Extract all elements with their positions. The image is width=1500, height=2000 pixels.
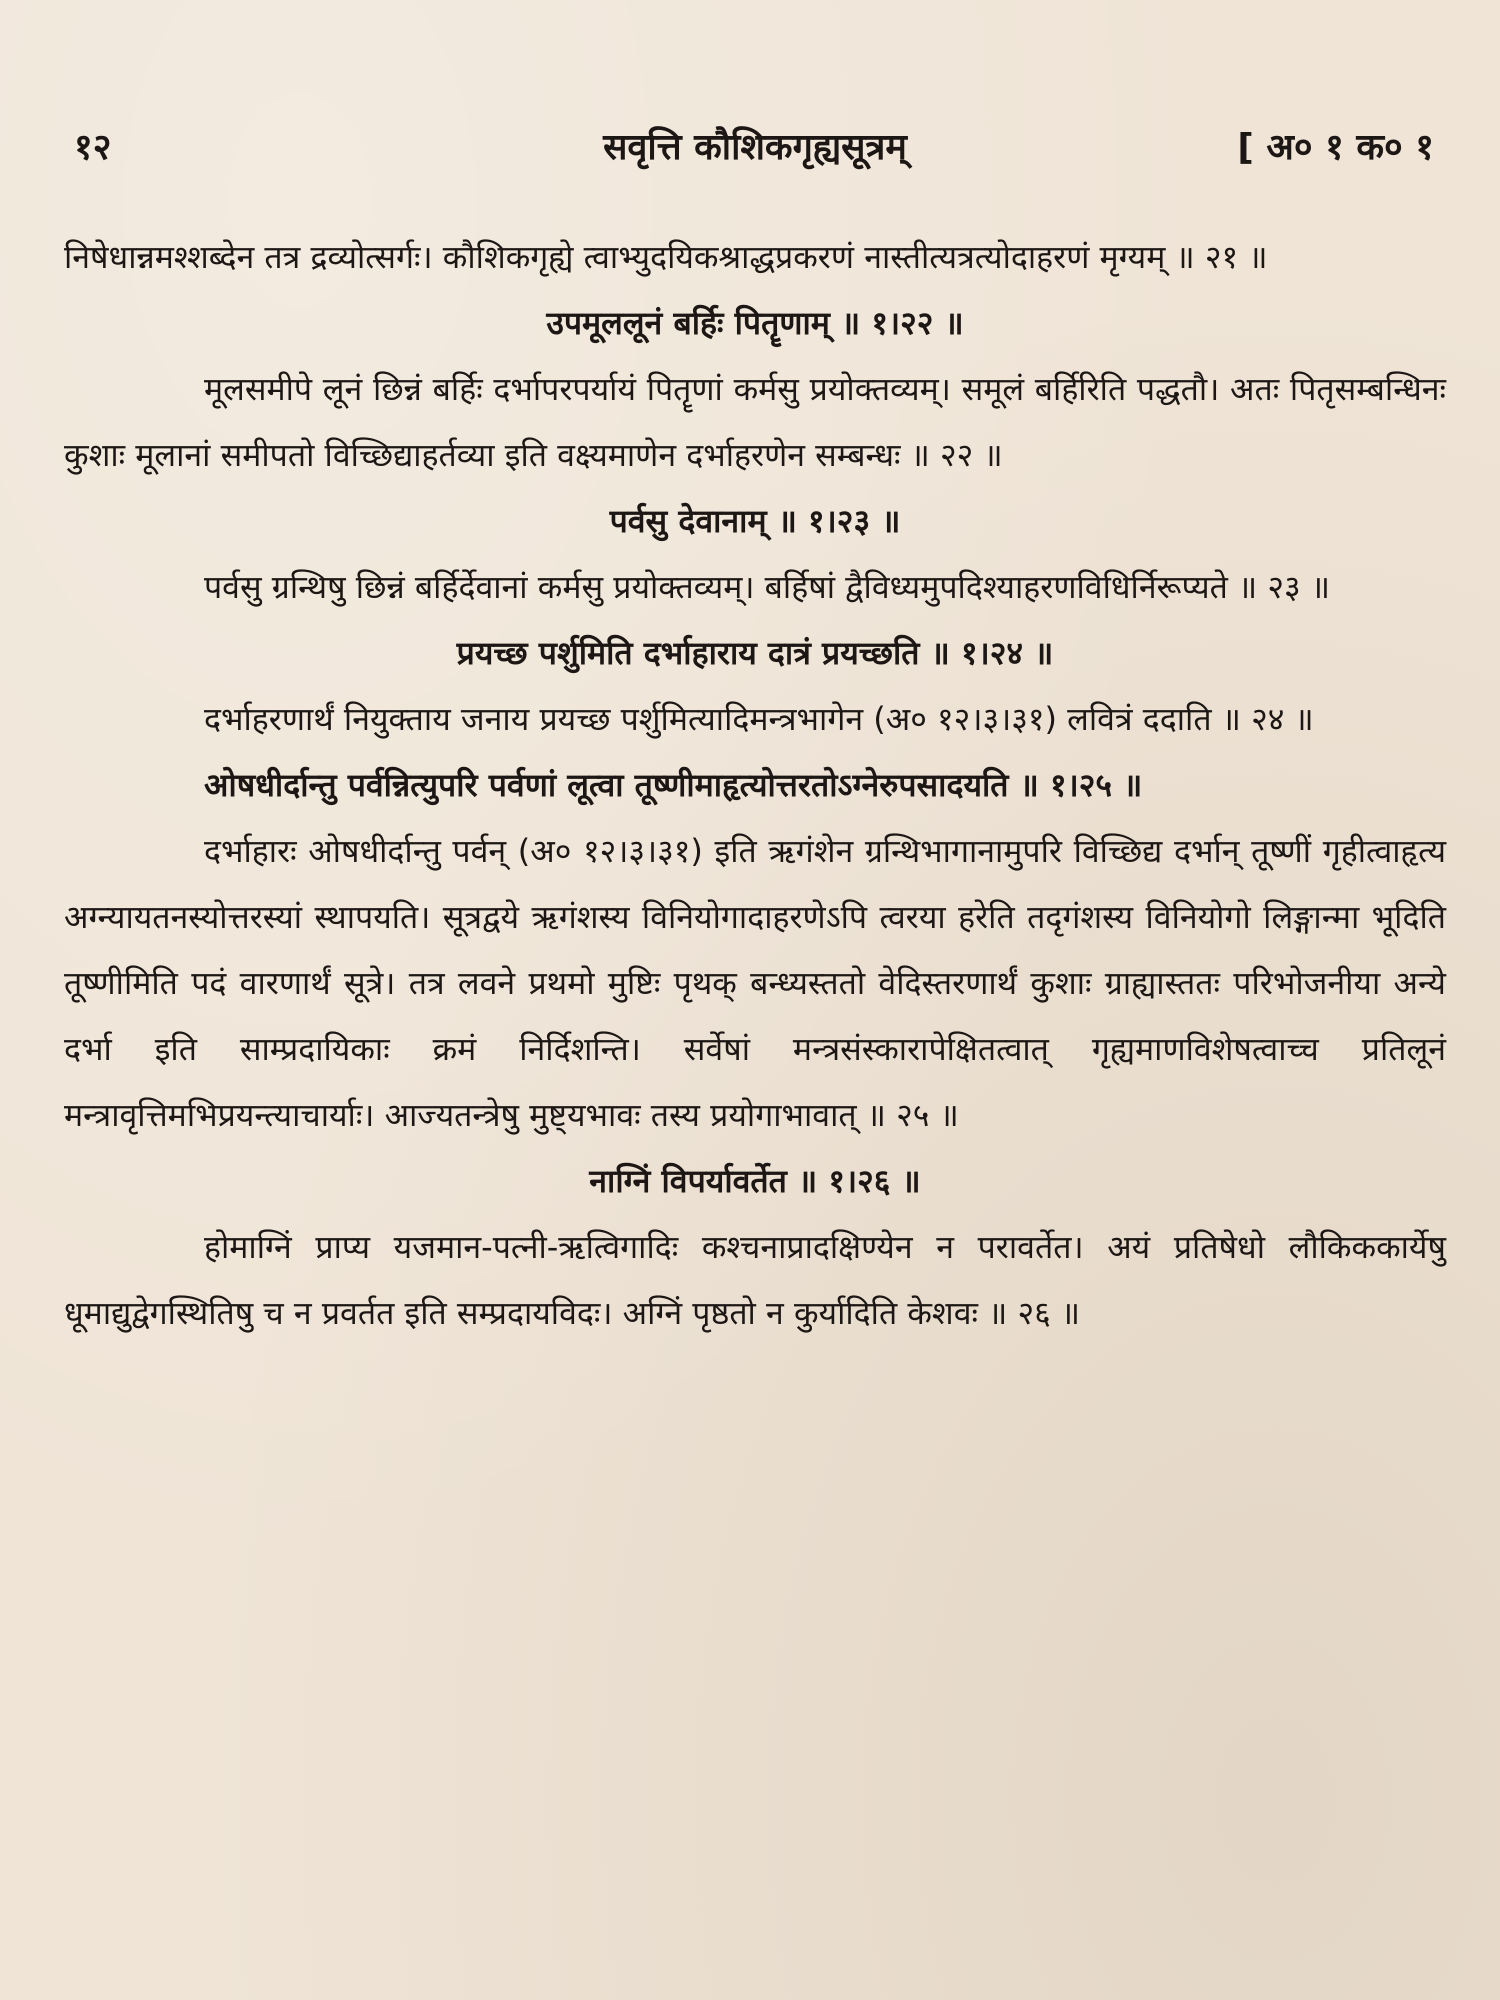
running-title: सवृत्ति कौशिकगृह्यसूत्रम् bbox=[603, 127, 907, 168]
commentary-paragraph: पर्वसु ग्रन्थिषु छिन्नं बर्हिर्देवानां कर्मसु प्रयोक्तव्यम्। बर्हिषां द्वैविध्यमुपदिश्याहरणविधिर्निरूप्यते ॥ २३ ॥ bbox=[204, 568, 1331, 606]
sutra-line: नाग्निं विपर्यावर्तेत ॥ १।२६ ॥ bbox=[589, 1162, 921, 1200]
sutra-line: प्रयच्छ पर्शुमिति दर्भाहाराय दात्रं प्रयच्छति ॥ १।२४ ॥ bbox=[456, 634, 1054, 672]
sutra-line: उपमूललूनं बर्हिः पितॄणाम् ॥ १।२२ ॥ bbox=[546, 304, 964, 342]
page-body bbox=[64, 224, 1446, 1346]
commentary-paragraph: दर्भाहरणार्थं नियुक्ताय जनाय प्रयच्छ पर्शुमित्यादिमन्त्रभागेन (अ० १२।३।३१) लवित्रं ददाति ॥ २४ ॥ bbox=[204, 700, 1314, 738]
sutra-line: ओषधीर्दान्तु पर्वन्नित्युपरि पर्वणां लूत्वा तूष्णीमाहृत्योत्तरतोऽग्नेरुपसादयति ॥ १।२५ ॥ bbox=[204, 766, 1143, 804]
running-header bbox=[64, 118, 1446, 178]
section-reference: [ अ० १ क० १ bbox=[1237, 127, 1434, 168]
page-number: १२ bbox=[74, 127, 112, 168]
commentary-paragraph: होमाग्निं प्राप्य यजमान-पत्नी-ऋत्विगादिः कश्चनाप्रादक्षिण्येन न परावर्तेत। अयं प्रतिषेधो लौकिककार्येषु धूमाद्युद्वेगस्थितिषु च न प्रवर्तत इति सम्प्रदायविदः। अग्निं पृष्ठतो न कुर्यादिति केशवः ॥ २६ ॥ bbox=[64, 1228, 1446, 1332]
commentary-paragraph: मूलसमीपे लूनं छिन्नं बर्हिः दर्भापरपर्यायं पितॄणां कर्मसु प्रयोक्तव्यम्। समूलं बर्हिरिति पद्धतौ। अतः पितृसम्बन्धिनः कुशाः मूलानां समीपतो विच्छिद्याहर्तव्या इति वक्ष्यमाणेन दर्भाहरणेन सम्बन्धः ॥ २२ ॥ bbox=[64, 370, 1446, 474]
commentary-paragraph: दर्भाहारः ओषधीर्दान्तु पर्वन् (अ० १२।३।३१) इति ऋगंशेन ग्रन्थिभागानामुपरि विच्छिद्य दर्भान् तूष्णीं गृहीत्वाहृत्य अग्न्यायतनस्योत्तरस्यां स्थापयति। सूत्रद्वये ऋगंशस्य विनियोगादाहरणेऽपि त्वरया हरेति तदृगंशस्य विनियोगो लिङ्गान्मा भूदिति तूष्णीमिति पदं वारणार्थं सूत्रे। तत्र लवने प्रथमो मुष्टिः पृथक् बन्ध्यस्ततो वेदिस्तरणार्थं कुशाः ग्राह्यास्ततः परिभोजनीया अन्ये दर्भा इति साम्प्रदायिकाः क्रमं निर्दिशन्ति। सर्वेषां मन्त्रसंस्कारापेक्षितत्वात् गृह्यमाणविशेषत्वाच्च प्रतिलूनं मन्त्रावृत्तिमभिप्रयन्त्याचार्याः। आज्यतन्त्रेषु मुष्ट्यभावः तस्य प्रयोगाभावात् ॥ २५ ॥ bbox=[64, 832, 1446, 1134]
commentary-paragraph: निषेधान्नमश्शब्देन तत्र द्रव्योत्सर्गः। कौशिकगृह्ये त्वाभ्युदयिकश्राद्धप्रकरणं नास्तीत्यत्रत्योदाहरणं मृग्यम् ॥ २१ ॥ bbox=[64, 238, 1268, 276]
sutra-line: पर्वसु देवानाम् ॥ १।२३ ॥ bbox=[609, 502, 901, 540]
